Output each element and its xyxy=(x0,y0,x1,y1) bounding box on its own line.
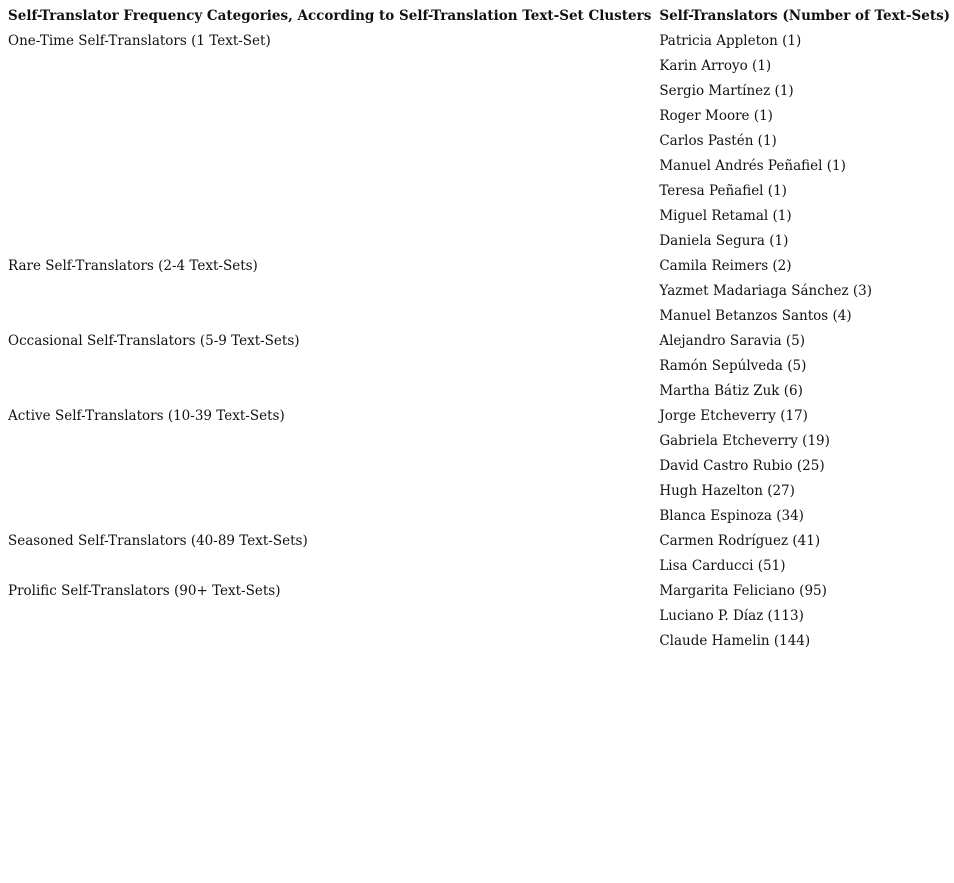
table-row xyxy=(4,304,954,329)
table-row xyxy=(4,529,954,554)
table-row xyxy=(4,579,954,604)
category-cell xyxy=(4,104,655,129)
translator-cell: Teresa Peñafiel (1) xyxy=(659,183,787,199)
translator-cell: Hugh Hazelton (27) xyxy=(659,483,795,499)
table-row xyxy=(4,329,954,354)
category-cell xyxy=(4,554,655,579)
translator-cell: David Castro Rubio (25) xyxy=(659,458,825,474)
category-cell: Rare Self-Translators (2-4 Text-Sets) xyxy=(8,258,258,274)
category-cell xyxy=(4,204,655,229)
table-row xyxy=(4,504,954,529)
table-row xyxy=(4,154,954,179)
category-cell xyxy=(4,179,655,204)
category-cell xyxy=(4,279,655,304)
category-cell xyxy=(4,454,655,479)
translator-cell: Luciano P. Díaz (113) xyxy=(659,608,804,624)
translator-cell: Gabriela Etcheverry (19) xyxy=(659,433,830,449)
translator-cell: Daniela Segura (1) xyxy=(659,233,789,249)
table-row xyxy=(4,604,954,629)
table-row xyxy=(4,104,954,129)
category-cell xyxy=(4,379,655,404)
translator-cell: Sergio Martínez (1) xyxy=(659,83,794,99)
translator-cell: Roger Moore (1) xyxy=(659,108,773,124)
table-row xyxy=(4,454,954,479)
translator-cell: Manuel Betanzos Santos (4) xyxy=(659,308,852,324)
category-cell xyxy=(4,479,655,504)
category-cell xyxy=(4,354,655,379)
table-row xyxy=(4,629,954,654)
translator-cell: Martha Bátiz Zuk (6) xyxy=(659,383,803,399)
translator-cell: Margarita Feliciano (95) xyxy=(659,583,827,599)
category-cell xyxy=(4,429,655,454)
category-cell: Active Self-Translators (10-39 Text-Sets) xyxy=(8,408,285,424)
table-row xyxy=(4,404,954,429)
category-cell xyxy=(4,629,655,654)
translator-cell: Ramón Sepúlveda (5) xyxy=(659,358,807,374)
category-cell xyxy=(4,504,655,529)
translator-cell: Yazmet Madariaga Sánchez (3) xyxy=(659,283,872,299)
table-row xyxy=(4,79,954,104)
table-row xyxy=(4,179,954,204)
table-row xyxy=(4,354,954,379)
table-row xyxy=(4,29,954,54)
column-header-category: Self-Translator Frequency Categories, According to Self-Translation Text-Set Clusters xyxy=(8,8,652,24)
table-row xyxy=(4,554,954,579)
table-row xyxy=(4,429,954,454)
category-cell xyxy=(4,154,655,179)
column-header-translators: Self-Translators (Number of Text-Sets) xyxy=(659,8,951,24)
category-cell xyxy=(4,604,655,629)
category-cell xyxy=(4,129,655,154)
table-row xyxy=(4,54,954,79)
translator-cell: Patricia Appleton (1) xyxy=(659,33,802,49)
table-row xyxy=(4,229,954,254)
header-row xyxy=(4,4,954,29)
category-cell xyxy=(4,304,655,329)
translator-cell: Carlos Pastén (1) xyxy=(659,133,777,149)
category-cell: Occasional Self-Translators (5-9 Text-Sets) xyxy=(8,333,300,349)
category-cell xyxy=(4,54,655,79)
translator-cell: Alejandro Saravia (5) xyxy=(659,333,806,349)
table-body xyxy=(4,29,954,654)
translator-cell: Manuel Andrés Peñafiel (1) xyxy=(659,158,846,174)
translator-cell: Carmen Rodríguez (41) xyxy=(659,533,821,549)
table-row xyxy=(4,254,954,279)
translator-cell: Blanca Espinoza (34) xyxy=(659,508,804,524)
translator-cell: Miguel Retamal (1) xyxy=(659,208,792,224)
table-row xyxy=(4,129,954,154)
table-row xyxy=(4,204,954,229)
category-cell xyxy=(4,79,655,104)
category-cell xyxy=(4,229,655,254)
translator-cell: Claude Hamelin (144) xyxy=(659,633,811,649)
translator-cell: Lisa Carducci (51) xyxy=(659,558,786,574)
category-cell: Seasoned Self-Translators (40-89 Text-Sets) xyxy=(8,533,308,549)
translator-cell: Jorge Etcheverry (17) xyxy=(659,408,808,424)
category-cell: One-Time Self-Translators (1 Text-Set) xyxy=(8,33,271,49)
table-row xyxy=(4,379,954,404)
translator-cell: Karin Arroyo (1) xyxy=(659,58,772,74)
table-row xyxy=(4,479,954,504)
category-cell: Prolific Self-Translators (90+ Text-Sets) xyxy=(8,583,281,599)
self-translator-table xyxy=(4,4,954,654)
translator-cell: Camila Reimers (2) xyxy=(659,258,792,274)
table-row xyxy=(4,279,954,304)
